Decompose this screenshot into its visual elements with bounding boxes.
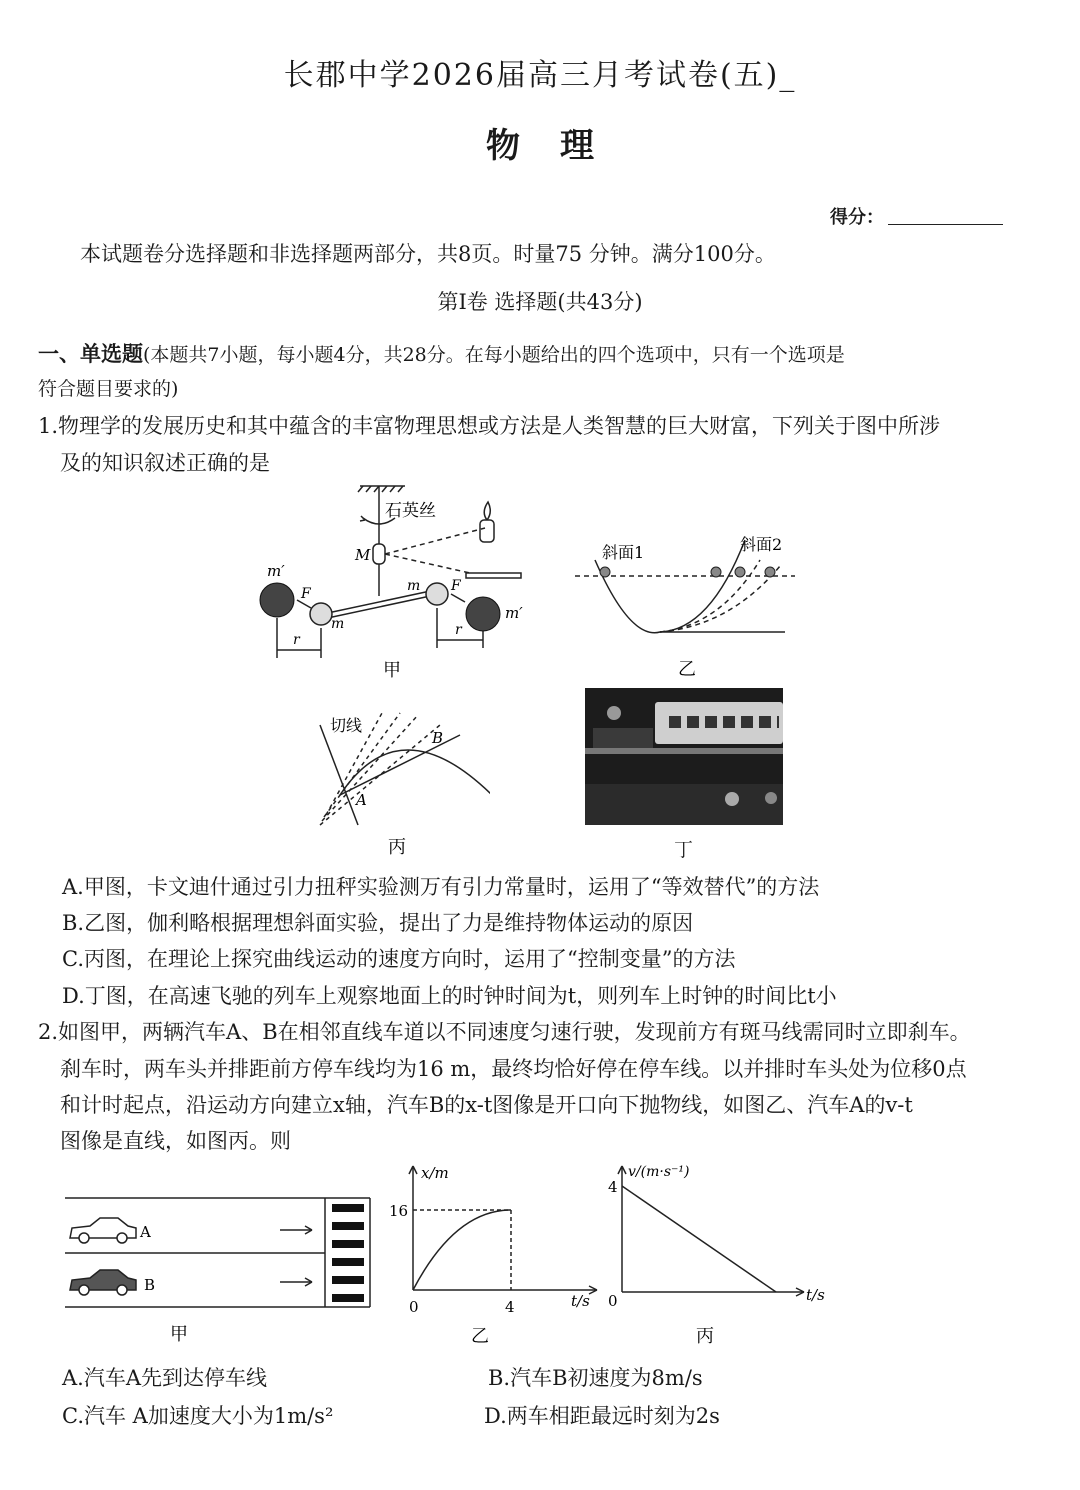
part1-header <box>38 338 845 368</box>
mass-right: m <box>407 578 421 594</box>
q2-fig-bing-caption: 丙 <box>696 1326 714 1347</box>
q2-stem-line3: 和计时起点，沿运动方向建立x轴，汽车B的x-t图像是开口向下抛物线，如图乙、汽车A的v-t <box>60 1093 913 1117</box>
q2-fig-yi-caption: 乙 <box>471 1326 489 1347</box>
q2-yi-y-tick: 16 <box>389 1202 409 1220</box>
q2-yi-x-axis: t/s <box>571 1292 590 1310</box>
q2-figure-jia <box>60 1190 380 1350</box>
q2-yi-y-axis: x/m <box>421 1164 449 1182</box>
q2-option-b[interactable]: B.汽车B初速度为8m/s <box>488 1366 703 1390</box>
q2-option-c[interactable]: C.汽车 A加速度大小为1m/s² <box>62 1404 334 1428</box>
q2-fig-jia-caption: 甲 <box>170 1324 188 1345</box>
section-title: 第Ⅰ卷 选择题(共43分) <box>437 290 643 314</box>
q1-option-b[interactable]: B.乙图，伽利略根据理想斜面实验，提出了力是维持物体运动的原因 <box>62 911 694 935</box>
part1-heading: 一、单选题 <box>38 342 143 366</box>
subject-title: 物理 <box>486 126 634 166</box>
tangent-label: 切线 <box>330 716 363 735</box>
fig-jia-caption: 甲 <box>383 660 401 681</box>
mass-prime-right: m′ <box>505 604 523 622</box>
car-b-label: B <box>144 1276 156 1294</box>
q2-yi-origin: 0 <box>409 1298 419 1316</box>
slope2-label: 斜面2 <box>740 535 783 554</box>
q2-stem-line2: 刹车时，两车头并排距前方停车线均为16 m，最终均恰好停在停车线。以并排时车头处为位移0点 <box>60 1057 967 1081</box>
slope1-label: 斜面1 <box>602 543 645 562</box>
score-label: 得分： <box>830 207 884 228</box>
q1-figure-jia <box>255 478 535 688</box>
score-blank <box>888 224 1003 225</box>
q2-bing-y-axis: v/(m·s⁻¹) <box>628 1164 690 1180</box>
force-right: F <box>451 578 461 594</box>
fiber-label: 石英丝 <box>385 501 436 521</box>
q1-figure-yi <box>570 530 800 680</box>
q1-stem-line2: 及的知识叙述正确的是 <box>60 451 270 475</box>
q1-option-a[interactable]: A.甲图，卡文迪什通过引力扭秤实验测万有引力常量时，运用了“等效替代”的方法 <box>62 875 820 899</box>
exam-intro: 本试题卷分选择题和非选择题两部分，共8页。时量75 分钟。满分100分。 <box>80 242 776 266</box>
q2-option-a[interactable]: A.汽车A先到达停车线 <box>62 1366 268 1390</box>
fig-bing-caption: 丙 <box>388 837 406 858</box>
distance-right: r <box>455 622 462 638</box>
q1-option-c[interactable]: C.丙图，在理论上探究曲线运动的速度方向时，运用了“控制变量”的方法 <box>62 947 736 971</box>
q2-bing-origin: 0 <box>608 1292 618 1310</box>
exam-title: 长郡中学2026届高三月考试卷(五)_ <box>283 58 797 93</box>
q2-option-d[interactable]: D.两车相距最远时刻为2s <box>484 1404 720 1428</box>
q1-figure-ding-photo <box>585 688 783 825</box>
q2-bing-y-tick: 4 <box>608 1178 618 1196</box>
q2-figure-yi <box>385 1160 605 1350</box>
q1-stem-line1: 1.物理学的发展历史和其中蕴含的丰富物理思想或方法是人类智慧的巨大财富，下列关于图中所涉 <box>38 414 941 438</box>
part1-desc-line1: (本题共7小题，每小题4分，共28分。在每小题给出的四个选项中，只有一个选项是 <box>143 344 845 366</box>
q2-figure-bing <box>600 1160 840 1350</box>
q2-bing-x-axis: t/s <box>806 1286 825 1304</box>
q2-stem-line4: 图像是直线，如图丙。则 <box>60 1129 291 1153</box>
mass-prime-left: m′ <box>267 562 285 580</box>
car-a-label: A <box>140 1223 151 1241</box>
q2-stem-line1: 2.如图甲，两辆汽车A、B在相邻直线车道以不同速度匀速行驶，发现前方有斑马线需同时立即刹车。 <box>38 1020 971 1044</box>
distance-left: r <box>293 632 300 648</box>
part1-desc-line2: 符合题目要求的) <box>38 378 179 400</box>
force-left: F <box>301 586 311 602</box>
fig-ding-caption: 丁 <box>674 839 694 861</box>
fig-yi-caption: 乙 <box>678 659 696 680</box>
q2-yi-x-tick: 4 <box>505 1298 515 1316</box>
point-b-label: B <box>432 729 444 747</box>
mass-left: m <box>331 616 345 632</box>
mirror-label: M <box>355 546 371 564</box>
q1-figure-bing <box>310 705 490 860</box>
point-a-label: A <box>356 791 367 809</box>
q1-option-d[interactable]: D.丁图，在高速飞驰的列车上观察地面上的时钟时间为t，则列车上时钟的时间比t小 <box>62 984 837 1008</box>
